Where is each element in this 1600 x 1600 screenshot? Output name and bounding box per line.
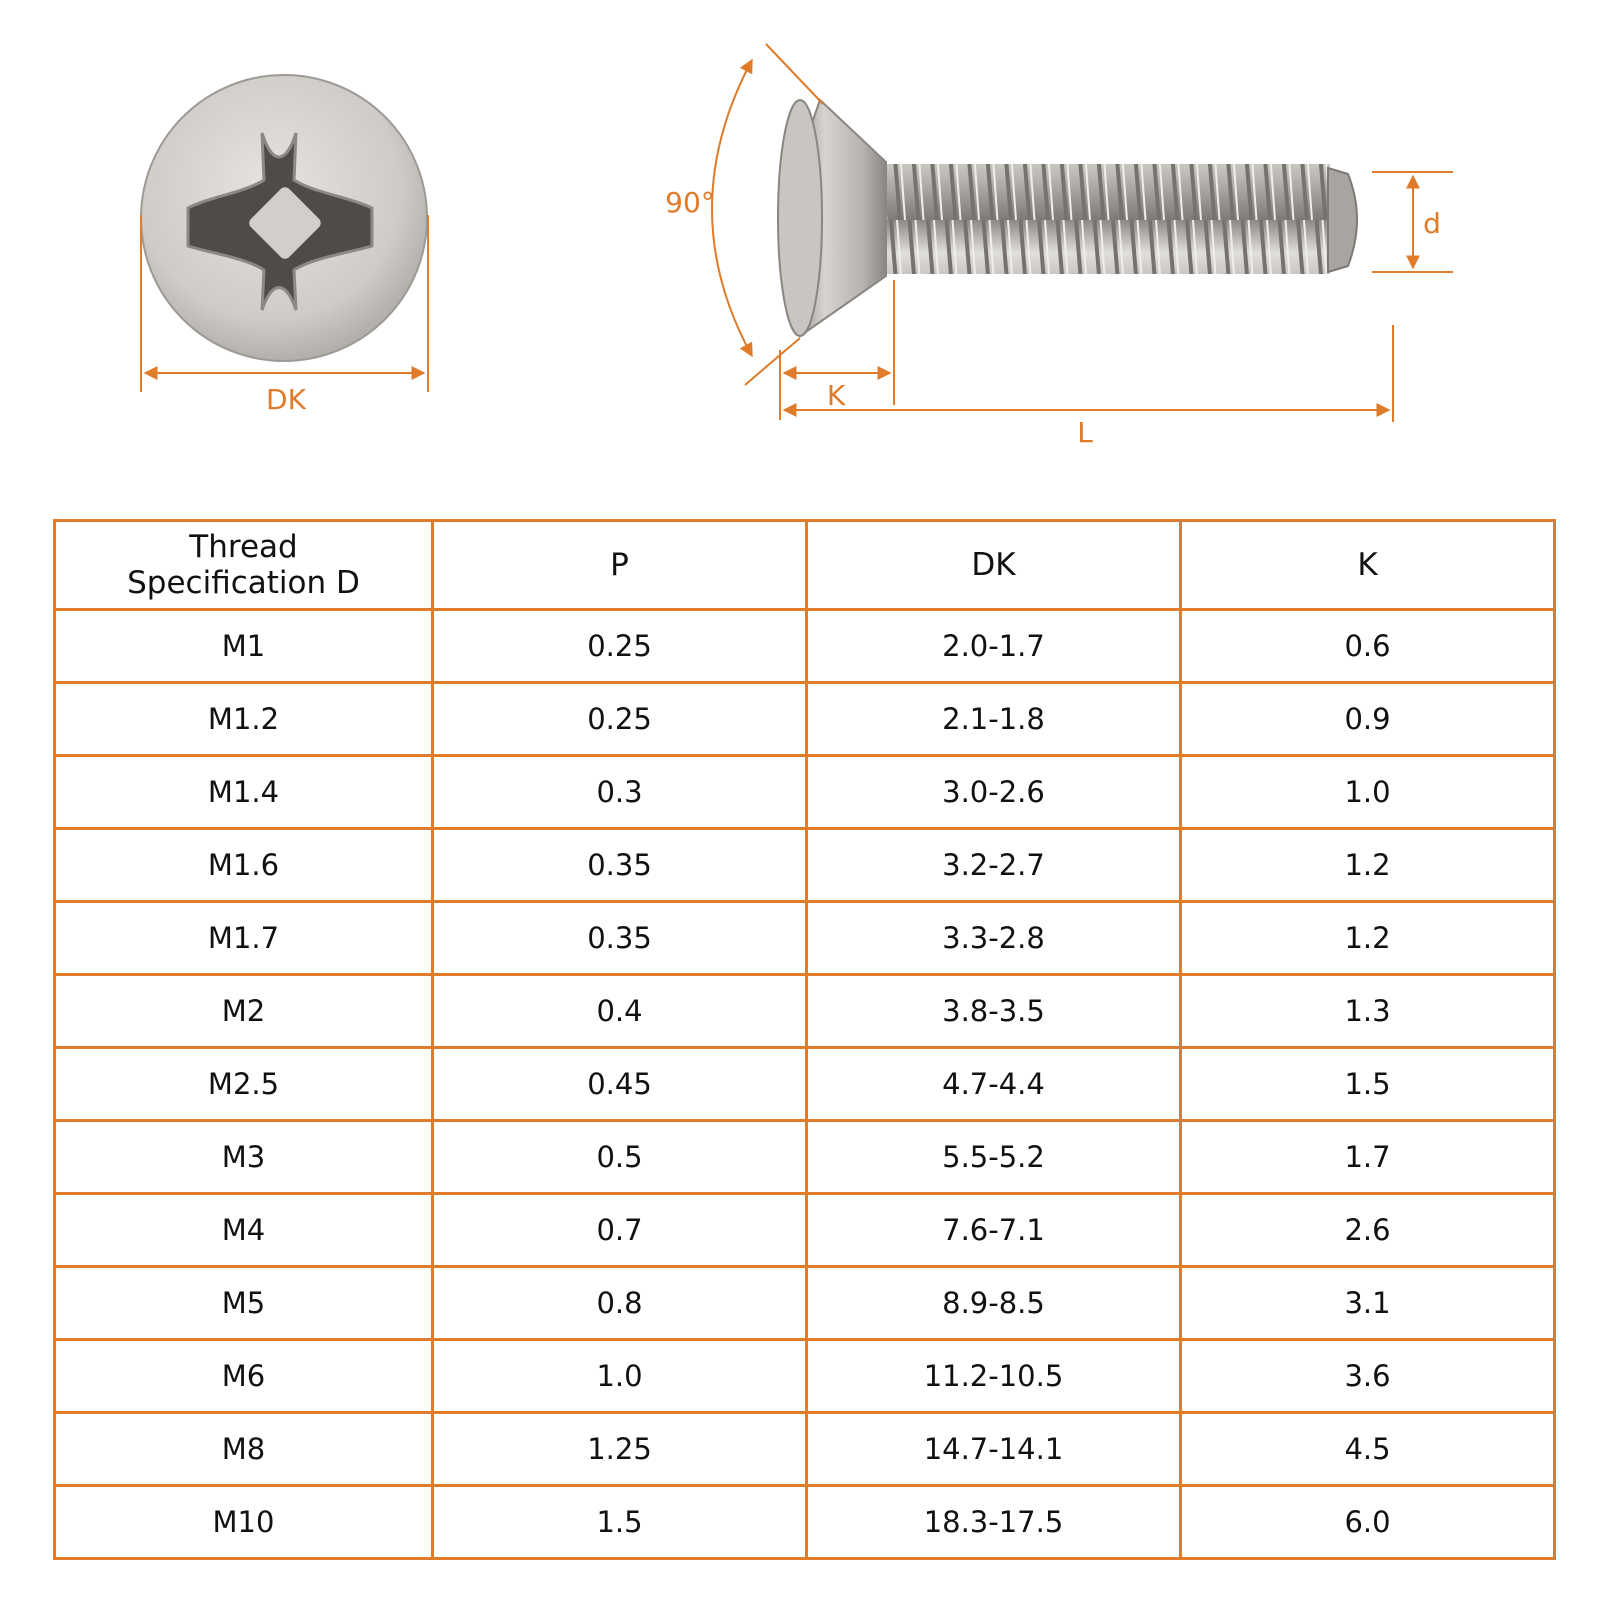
header-row [55,521,1555,610]
column-header-3: K [1181,521,1555,610]
table-cell: 1.5 [1181,1048,1555,1121]
d-label: d [1423,207,1441,240]
table-cell: 1.25 [433,1413,807,1486]
table-cell: 3.6 [1181,1340,1555,1413]
table-cell: 4.7-4.4 [807,1048,1181,1121]
table-cell: 11.2-10.5 [807,1340,1181,1413]
l-dimension [784,325,1393,449]
table-cell: 3.1 [1181,1267,1555,1340]
table-cell: 7.6-7.1 [807,1194,1181,1267]
table-cell: 2.6 [1181,1194,1555,1267]
screw-head-top-view [141,75,427,361]
table-cell: 0.4 [433,975,807,1048]
column-header-2: DK [807,521,1181,610]
screw-dimension-diagram [0,0,1600,480]
table-cell: 6.0 [1181,1486,1555,1559]
table-row [55,683,1555,756]
table-cell: 0.25 [433,610,807,683]
table-row [55,1194,1555,1267]
table-cell: 14.7-14.1 [807,1413,1181,1486]
thread-shank [880,164,1330,274]
column-header-0: Thread Specification D [55,521,433,610]
table-cell: 0.35 [433,829,807,902]
column-header-1: P [433,521,807,610]
table-cell: 0.6 [1181,610,1555,683]
table-cell: 0.25 [433,683,807,756]
table-cell: M1.4 [55,756,433,829]
table-cell: 3.3-2.8 [807,902,1181,975]
table-cell: 2.1-1.8 [807,683,1181,756]
table-cell: 0.5 [433,1121,807,1194]
table-cell: 1.0 [433,1340,807,1413]
table-cell: M2 [55,975,433,1048]
table-cell: 1.5 [433,1486,807,1559]
table-cell: 18.3-17.5 [807,1486,1181,1559]
table-cell: 0.45 [433,1048,807,1121]
table-cell: 3.0-2.6 [807,756,1181,829]
table-cell: M5 [55,1267,433,1340]
table-cell: 4.5 [1181,1413,1555,1486]
table-cell: 1.7 [1181,1121,1555,1194]
table-cell: M4 [55,1194,433,1267]
l-label: L [1077,416,1093,449]
table-cell: 0.35 [433,902,807,975]
screw-side-view [778,100,1357,336]
table-cell: M3 [55,1121,433,1194]
table-row [55,1486,1555,1559]
thread-tip [1328,168,1357,272]
table-cell: M1 [55,610,433,683]
table-cell: M1.7 [55,902,433,975]
table-cell: 1.2 [1181,902,1555,975]
table-cell: 1.3 [1181,975,1555,1048]
table-row [55,1340,1555,1413]
table-cell: 0.3 [433,756,807,829]
table-cell: 5.5-5.2 [807,1121,1181,1194]
table-row [55,975,1555,1048]
table-cell: M1.6 [55,829,433,902]
table-header [55,521,1555,610]
table-row [55,902,1555,975]
table-cell: M8 [55,1413,433,1486]
table-cell: M1.2 [55,683,433,756]
table-row [55,756,1555,829]
k-label: K [826,379,846,412]
table-cell: 2.0-1.7 [807,610,1181,683]
screw-spec-table [53,519,1556,1560]
d-dimension [1372,172,1453,272]
table-cell: 8.9-8.5 [807,1267,1181,1340]
table-row [55,1048,1555,1121]
table-row [55,829,1555,902]
table-body [55,610,1555,1559]
table-cell: 3.8-3.5 [807,975,1181,1048]
table-cell: M10 [55,1486,433,1559]
table-cell: M2.5 [55,1048,433,1121]
table-cell: 3.2-2.7 [807,829,1181,902]
table-row [55,1267,1555,1340]
table-cell: 0.9 [1181,683,1555,756]
table-row [55,1413,1555,1486]
table-row [55,610,1555,683]
table-cell: M6 [55,1340,433,1413]
table-cell: 0.7 [433,1194,807,1267]
table-cell: 0.8 [433,1267,807,1340]
head-face [778,100,822,336]
table-cell: 1.0 [1181,756,1555,829]
table-row [55,1121,1555,1194]
table-cell: 1.2 [1181,829,1555,902]
dk-label: DK [266,383,306,416]
angle-label: 90° [665,186,715,219]
